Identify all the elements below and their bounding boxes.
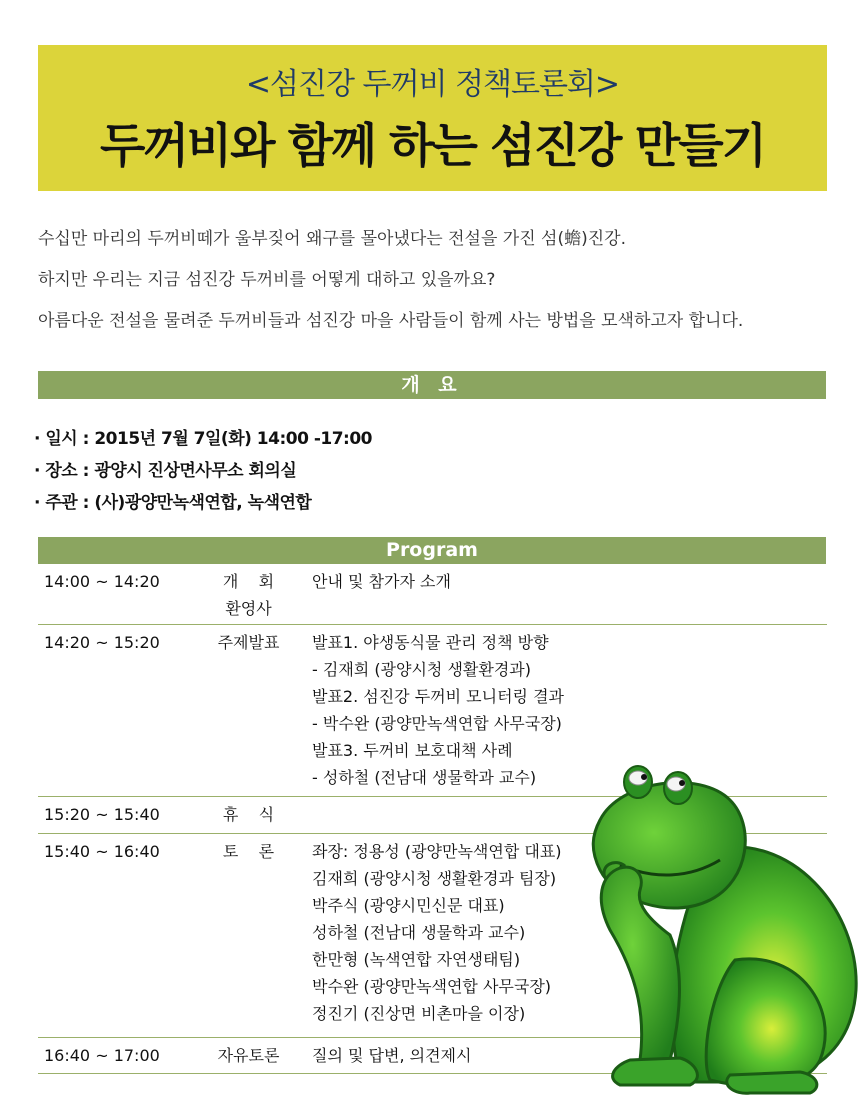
program-desc-line: 발표2. 섬진강 두꺼비 모니터링 결과 xyxy=(312,686,564,706)
overview-list xyxy=(34,425,372,521)
title-banner xyxy=(38,45,827,191)
program-desc-line: 안내 및 참가자 소개 xyxy=(312,572,451,591)
program-desc-line: - 성하철 (전남대 생물학과 교수) xyxy=(312,767,537,787)
intro-line: 하지만 우리는 지금 섬진강 두꺼비를 어떻게 대하고 있을까요? xyxy=(38,270,496,290)
program-desc-line: 박주식 (광양시민신문 대표) xyxy=(312,895,505,915)
program-time: 15:20 ~ 15:40 xyxy=(44,804,160,824)
program-desc-line: 정진기 (진상면 비촌마을 이장) xyxy=(312,1003,526,1023)
program-desc-line: 질의 및 답변, 의견제시 xyxy=(312,1045,472,1065)
program-time: 14:00 ~ 14:20 xyxy=(44,572,160,591)
program-type xyxy=(187,796,310,833)
banner-subtitle: <섬진강 두꺼비 정책토론회> xyxy=(245,67,620,102)
program-type-line: 개 회 xyxy=(222,572,275,591)
program-time: 15:40 ~ 16:40 xyxy=(44,841,160,861)
intro-text xyxy=(38,226,828,349)
overview-host: · 주관 : (사)광양만녹색연합, 녹색연합 xyxy=(34,493,312,513)
program-type-line: 주제발표 xyxy=(217,632,280,652)
program-desc-line: 좌장: 정용성 (광양만녹색연합 대표) xyxy=(312,841,562,861)
program-desc-line: 박수완 (광양만녹색연합 사무국장) xyxy=(312,976,552,996)
program-time: 16:40 ~ 17:00 xyxy=(44,1045,160,1065)
intro-line: 수십만 마리의 두꺼비떼가 울부짖어 왜구를 몰아냈다는 전설을 가진 섬(蟾)진강. xyxy=(38,229,626,249)
program-time: 14:20 ~ 15:20 xyxy=(44,632,160,652)
program-desc-line: 한만형 (녹색연합 자연생태팀) xyxy=(312,949,521,969)
program-type xyxy=(187,564,310,624)
program-desc-line: 성하철 (전남대 생물학과 교수) xyxy=(312,922,526,942)
program-type-line: 자유토론 xyxy=(217,1045,280,1065)
overview-place: · 장소 : 광양시 진상면사무소 회의실 xyxy=(34,461,297,481)
program-type-line: 토 론 xyxy=(222,841,275,861)
program-desc-line: - 박수완 (광양만녹색연합 사무국장) xyxy=(312,713,562,733)
program-header: Program xyxy=(38,537,826,564)
frog-illustration xyxy=(560,760,866,1098)
program-type xyxy=(187,624,310,796)
banner-title: 두꺼비와 함께 하는 섬진강 만들기 xyxy=(99,119,766,174)
program-desc xyxy=(310,564,827,624)
program-type-line: 휴 식 xyxy=(222,804,275,824)
program-desc-line: - 김재희 (광양시청 생활환경과) xyxy=(312,659,531,679)
program-desc-line: 김재희 (광양시청 생활환경과 팀장) xyxy=(312,868,557,888)
program-type-line: 환영사 xyxy=(225,599,272,618)
program-type xyxy=(187,833,310,1037)
program-row xyxy=(38,564,827,624)
program-desc-line: 발표1. 야생동식물 관리 정책 방향 xyxy=(312,632,549,652)
overview-header: 개 요 xyxy=(38,371,826,399)
intro-line: 아름다운 전설을 물려준 두꺼비들과 섬진강 마을 사람들이 함께 사는 방법을 모색하고자 합니다. xyxy=(38,311,744,331)
program-type xyxy=(187,1037,310,1073)
program-desc-line: 발표3. 두꺼비 보호대책 사례 xyxy=(312,740,513,760)
overview-date: · 일시 : 2015년 7월 7일(화) 14:00 -17:00 xyxy=(34,429,373,449)
